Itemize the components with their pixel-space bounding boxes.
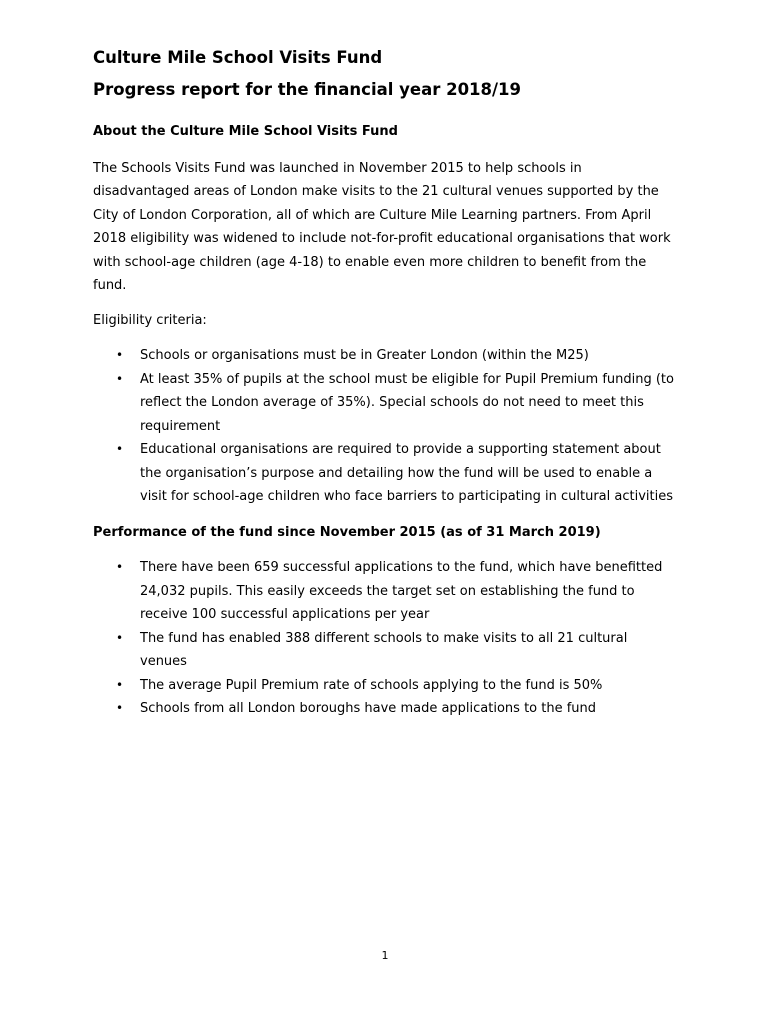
list-item (93, 368, 678, 439)
bullet-icon: • (116, 677, 124, 692)
performance-heading: Performance of the fund since November 2015 (as of 31 March 2019) (93, 524, 601, 540)
document-title: Culture Mile School Visits Fund (93, 48, 383, 67)
bullet-icon: • (116, 371, 124, 386)
list-item-text: The fund has enabled 388 different schools to make visits to all 21 cultural venues (140, 630, 628, 669)
list-item-text: Schools or organisations must be in Greater London (within the M25) (140, 348, 589, 363)
list-item-text: The average Pupil Premium rate of schools applying to the fund is 50% (140, 677, 603, 693)
document-page (93, 44, 678, 721)
about-heading: About the Culture Mile School Visits Fund (93, 124, 398, 139)
list-item-text: Educational organisations are required to provide a supporting statement about the organisation’s purpose and detailing how the fund will be used to enable a visit for school-age children who face barriers to participating in cultural activities (140, 442, 673, 504)
bullet-icon: • (116, 701, 124, 715)
bullet-icon: • (116, 348, 124, 362)
list-item (93, 438, 678, 509)
list-item (93, 344, 678, 368)
list-item-text: At least 35% of pupils at the school must be eligible for Pupil Premium funding (to reflect the London average of 35%). Special schools do not need to meet this requirement (140, 371, 674, 434)
list-item (93, 556, 678, 627)
performance-list (93, 556, 678, 721)
bullet-icon: • (116, 630, 124, 645)
list-item-text: Schools from all London boroughs have made applications to the fund (140, 701, 597, 716)
about-intro-paragraph: The Schools Visits Fund was launched in November 2015 to help schools in disadvantaged areas of London make visits to the 21 cultural venues supported by the City of London Corporation, all of which are Culture Mile Learning partners. From April 2018 eligibility was widened to include not-for-profit educational organisations that work with school-age children (age 4-18) to enable even more children to benefit from the fund. (93, 160, 671, 293)
eligibility-criteria-label: Eligibility criteria: (93, 312, 207, 328)
list-item (93, 627, 678, 674)
list-item-text: There have been 659 successful applications to the fund, which have benefitted 24,032 pupils. This easily exceeds the target set on establishing the fund to receive 100 successful applications per year (140, 560, 663, 622)
bullet-icon: • (116, 560, 124, 574)
list-item (93, 674, 678, 698)
bullet-icon: • (116, 442, 124, 456)
page-number: 1 (381, 949, 389, 962)
list-item (93, 697, 678, 721)
document-subtitle: Progress report for the financial year 2018/19 (93, 80, 522, 99)
eligibility-criteria-list (93, 344, 678, 509)
